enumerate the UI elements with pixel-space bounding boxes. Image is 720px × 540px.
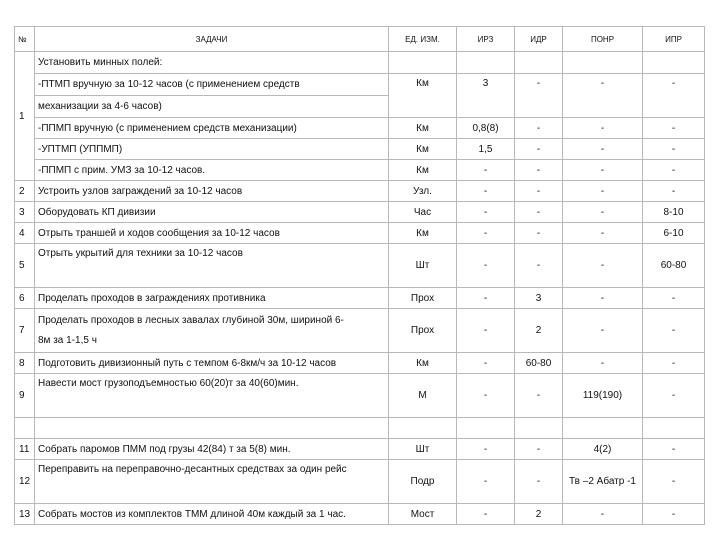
cell-idr: - (515, 160, 563, 181)
cell-unit: Час (389, 202, 457, 223)
cell-irz: - (457, 353, 515, 374)
cell-ponr: Тв –2 Абатр -1 (563, 460, 643, 504)
cell-ipr: - (643, 374, 705, 418)
row-number: 5 (15, 244, 35, 288)
header-idr: ИДР (515, 27, 563, 52)
table-row (15, 52, 705, 74)
cell-unit: Узл. (389, 181, 457, 202)
cell-ponr: 4(2) (563, 439, 643, 460)
row-task: -УПТМП (УППМП) (35, 139, 389, 160)
header-unit: ЕД. ИЗМ. (389, 27, 457, 52)
cell-ponr: - (563, 504, 643, 525)
row-task: Навести мост грузоподъемностью 60(20)т за 40(60)мин. (35, 374, 389, 418)
header-ponr: ПОНР (563, 27, 643, 52)
table-row (15, 202, 705, 223)
table-row (15, 418, 705, 439)
row-task-title: Установить минных полей: (35, 52, 389, 74)
cell-ponr: - (563, 160, 643, 181)
row-task: Проделать проходов в лесных завалах глубиной 30м, шириной 6- (38, 314, 344, 326)
cell-unit: Подр (389, 460, 457, 504)
cell-ponr: - (563, 288, 643, 309)
cell-ipr: - (643, 288, 705, 309)
cell-irz: - (457, 439, 515, 460)
cell-idr: 60-80 (515, 353, 563, 374)
cell-idr: 3 (515, 288, 563, 309)
cell-ipr: - (643, 460, 705, 504)
cell-irz: - (457, 223, 515, 244)
cell-ipr: - (643, 439, 705, 460)
row-number: 11 (15, 439, 35, 460)
cell-ponr: - (563, 181, 643, 202)
cell-irz: 0,8(8) (457, 118, 515, 139)
cell-idr: - (515, 181, 563, 202)
row-task: Отрыть укрытий для техники за 10-12 часов (35, 244, 389, 288)
header-ipr: ИПР (643, 27, 705, 52)
cell-idr: - (515, 244, 563, 288)
row-number: 9 (15, 374, 35, 418)
row-number: 6 (15, 288, 35, 309)
cell-unit: Км (389, 353, 457, 374)
row-number: 12 (15, 460, 35, 504)
table-row (15, 504, 705, 525)
cell-idr: - (515, 74, 563, 118)
cell-idr: - (515, 139, 563, 160)
row-number: 3 (15, 202, 35, 223)
table-row (15, 160, 705, 181)
cell-unit: Шт (389, 244, 457, 288)
cell-irz: - (457, 181, 515, 202)
row-task: Собрать мостов из комплектов ТММ длиной 40м каждый за 1 час. (35, 504, 389, 525)
header-task: ЗАДАЧИ (35, 27, 389, 52)
table-row (15, 74, 705, 96)
cell-ipr: - (643, 181, 705, 202)
row-task: -ППМП вручную (с применением средств механизации) (35, 118, 389, 139)
row-task: -ППМП с прим. УМЗ за 10-12 часов. (35, 160, 389, 181)
header-row (15, 27, 705, 52)
table-row (15, 353, 705, 374)
cell-irz: - (457, 160, 515, 181)
cell-ponr: - (563, 353, 643, 374)
cell-unit: Мост (389, 504, 457, 525)
tasks-table (14, 26, 705, 525)
cell-unit: М (389, 374, 457, 418)
table-row (15, 288, 705, 309)
row-task: -ПТМП вручную за 10-12 часов (с применением средств (35, 74, 389, 96)
cell-irz: 3 (457, 74, 515, 118)
row-task: Собрать паромов ПММ под грузы 42(84) т за 5(8) мин. (35, 439, 389, 460)
cell-irz: - (457, 244, 515, 288)
cell-ponr: - (563, 139, 643, 160)
cell-irz: - (457, 202, 515, 223)
cell-ponr: - (563, 74, 643, 118)
cell-ipr: - (643, 139, 705, 160)
row-task: Подготовить дивизионный путь с темпом 6-8км/ч за 10-12 часов (35, 353, 389, 374)
cell-idr: 2 (515, 504, 563, 525)
row-task: 8м за 1-1,5 ч (38, 334, 97, 346)
row-task: механизации за 4-6 часов) (35, 96, 389, 118)
cell-unit: Км (389, 74, 457, 118)
cell-ipr: 8-10 (643, 202, 705, 223)
cell-unit: Прох (389, 288, 457, 309)
cell-irz: 1,5 (457, 139, 515, 160)
cell-ipr: 60-80 (643, 244, 705, 288)
cell-irz: - (457, 374, 515, 418)
cell-idr: 2 (515, 309, 563, 353)
cell-unit: Км (389, 160, 457, 181)
cell-unit: Шт (389, 439, 457, 460)
cell-irz: - (457, 309, 515, 353)
row-task: Отрыть траншей и ходов сообщения за 10-12 часов (35, 223, 389, 244)
table-row (15, 244, 705, 288)
row-number: 2 (15, 181, 35, 202)
row-task: Устроить узлов заграждений за 10-12 часов (35, 181, 389, 202)
cell-ipr: - (643, 74, 705, 118)
cell-idr: - (515, 460, 563, 504)
cell-ponr: - (563, 118, 643, 139)
row-number: 4 (15, 223, 35, 244)
cell-ipr: - (643, 309, 705, 353)
cell-ipr: - (643, 504, 705, 525)
cell-irz: - (457, 460, 515, 504)
table-row (15, 439, 705, 460)
table-row (15, 309, 705, 353)
cell-irz: - (457, 504, 515, 525)
cell-unit: Км (389, 139, 457, 160)
cell-unit: Прох (389, 309, 457, 353)
cell-ponr: - (563, 202, 643, 223)
cell-idr: - (515, 118, 563, 139)
table-row (15, 223, 705, 244)
row-task: Переправить на переправочно-десантных средствах за один рейс (35, 460, 389, 504)
cell-ipr: - (643, 118, 705, 139)
row-number: 7 (15, 309, 35, 353)
row-task: Оборудовать КП дивизии (35, 202, 389, 223)
table-row (15, 374, 705, 418)
cell-ponr: - (563, 223, 643, 244)
header-num: № (15, 27, 35, 52)
cell-idr: - (515, 374, 563, 418)
cell-unit: Км (389, 223, 457, 244)
cell-idr: - (515, 202, 563, 223)
cell-idr: - (515, 439, 563, 460)
table-row (15, 460, 705, 504)
cell-ipr: - (643, 353, 705, 374)
cell-ponr: - (563, 309, 643, 353)
row-task: Проделать проходов в заграждениях противника (35, 288, 389, 309)
cell-ipr: 6-10 (643, 223, 705, 244)
row-number: 1 (15, 52, 35, 181)
cell-ipr: - (643, 160, 705, 181)
cell-ponr: 119(190) (563, 374, 643, 418)
table-row (15, 181, 705, 202)
row-number: 8 (15, 353, 35, 374)
cell-idr: - (515, 223, 563, 244)
header-irz: ИРЗ (457, 27, 515, 52)
cell-ponr: - (563, 244, 643, 288)
table-row (15, 139, 705, 160)
cell-unit: Км (389, 118, 457, 139)
cell-irz: - (457, 288, 515, 309)
row-number: 13 (15, 504, 35, 525)
table-row (15, 118, 705, 139)
